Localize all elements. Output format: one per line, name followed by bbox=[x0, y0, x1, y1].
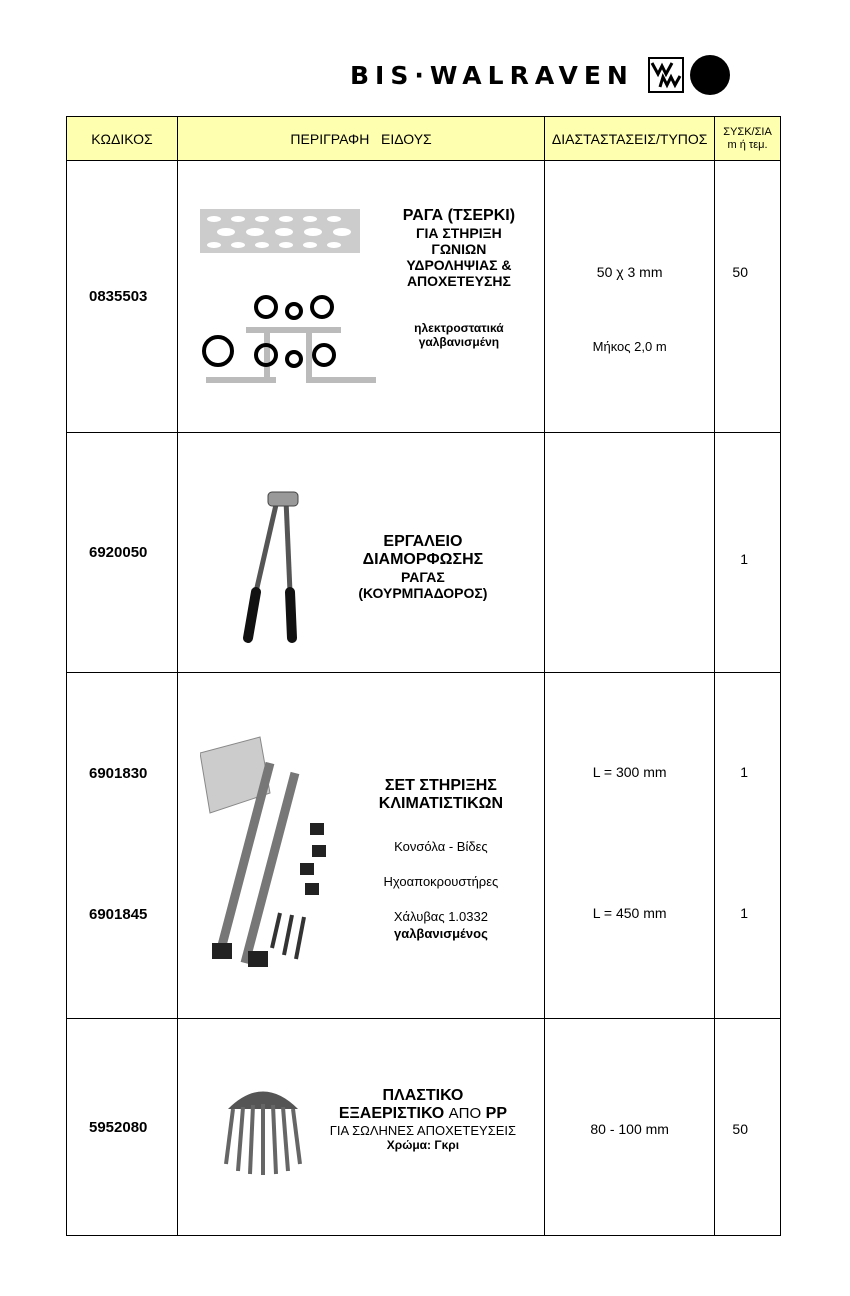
product-subtitle-1: ΡΑΓΑΣ bbox=[401, 569, 445, 585]
table-row bbox=[67, 1019, 781, 1236]
product-subtitle-2: (ΚΟΥΡΜΠΑΔΟΡΟΣ) bbox=[358, 585, 488, 601]
qty-header-line1: ΣΥΣΚ/ΣΙΑ bbox=[723, 125, 772, 138]
product-title-1: ΠΛΑΣΤΙΚΟ bbox=[382, 1087, 464, 1104]
black-circle-icon bbox=[690, 55, 730, 95]
product-qty bbox=[715, 1019, 781, 1236]
product-qty bbox=[715, 161, 781, 433]
ac-bracket-set-image bbox=[200, 733, 340, 983]
product-dimensions bbox=[545, 673, 715, 1019]
product-title-2: ΚΛΙΜΑΤΙΣΤΙΚΩΝ bbox=[378, 795, 503, 812]
product-line-2: Ηχοαποκρουστήρες bbox=[383, 874, 499, 889]
product-description bbox=[177, 1019, 544, 1236]
table-row bbox=[67, 673, 781, 1019]
product-subtitle-3: ΥΔΡΟΛΗΨΙΑΣ & bbox=[406, 257, 512, 273]
dimension-1: L = 300 mm bbox=[592, 764, 667, 780]
product-qty bbox=[715, 433, 781, 673]
qty-value: 1 bbox=[740, 551, 748, 567]
product-title-2b: ΑΠΟ bbox=[448, 1105, 482, 1122]
product-description bbox=[177, 161, 544, 433]
product-code-2: 6901845 bbox=[89, 906, 148, 923]
vent-cap-image bbox=[218, 1079, 308, 1179]
product-description bbox=[177, 433, 544, 673]
product-line-4: γαλβανισμένος bbox=[393, 926, 488, 941]
product-code-1: 6901830 bbox=[89, 765, 148, 782]
product-subtitle-4: ΑΠΟΧΕΤΕΥΣΗΣ bbox=[406, 273, 511, 289]
qty-header-line2: m ή τεμ. bbox=[727, 138, 768, 151]
product-dimensions bbox=[545, 1019, 715, 1236]
wm-logo-icon bbox=[648, 57, 684, 93]
product-dimensions bbox=[545, 161, 715, 433]
column-header-dimensions: ΔΙΑΣΤΑΣΤΑΣΕΙΣ/ΤΥΠΟΣ bbox=[545, 117, 715, 161]
column-header-code: ΚΩΔΙΚΟΣ bbox=[67, 117, 178, 161]
product-color: Χρώμα: Γκρι bbox=[386, 1138, 460, 1152]
bending-tool-image bbox=[218, 488, 308, 648]
product-subtitle-1: ΓΙΑ ΣΤΗΡΙΞΗ bbox=[416, 225, 502, 241]
column-header-description: ΠΕΡΙΓΡΑΦΗ ΕΙΔΟΥΣ bbox=[177, 117, 544, 161]
product-note-2: γαλβανισμένη bbox=[418, 335, 500, 349]
qty-value: 50 bbox=[732, 264, 748, 280]
table-header-row bbox=[67, 117, 781, 161]
product-dimensions bbox=[545, 433, 715, 673]
product-note-1: ηλεκτροστατικά bbox=[414, 321, 504, 335]
product-title-2a: ΕΞΑΕΡΙΣΤΙΚΟ bbox=[338, 1105, 445, 1122]
dimension-2: Μήκος 2,0 m bbox=[592, 339, 667, 354]
dimension-1: 50 χ 3 mm bbox=[596, 264, 663, 280]
product-code: 6920050 bbox=[67, 433, 178, 673]
product-table bbox=[66, 116, 781, 1236]
product-line-3: Χάλυβας 1.0332 bbox=[393, 909, 488, 924]
brand-header bbox=[350, 55, 730, 95]
pipe-clamps-image bbox=[196, 289, 376, 389]
qty-value-2: 1 bbox=[740, 905, 748, 921]
product-subtitle: ΓΙΑ ΣΩΛΗΝΕΣ ΑΠΟΧΕΤΕΥΣΕΙΣ bbox=[329, 1123, 517, 1138]
qty-value: 50 bbox=[732, 1121, 748, 1137]
product-qty bbox=[715, 673, 781, 1019]
product-subtitle-2: ΓΩΝΙΩΝ bbox=[431, 241, 487, 257]
product-description bbox=[177, 673, 544, 1019]
product-code bbox=[67, 673, 178, 1019]
table-row bbox=[67, 161, 781, 433]
product-title-2c: PP bbox=[485, 1105, 507, 1122]
qty-value-1: 1 bbox=[740, 764, 748, 780]
brand-name: BIS·WALRAVEN bbox=[350, 60, 634, 90]
column-header-qty bbox=[715, 117, 781, 161]
product-title: ΡΑΓΑ (ΤΣΕΡΚΙ) bbox=[402, 207, 516, 224]
table-row bbox=[67, 433, 781, 673]
product-line-1: Κονσόλα - Βίδες bbox=[394, 839, 488, 854]
product-title-2 bbox=[308, 1105, 538, 1123]
product-title-2: ΔΙΑΜΟΡΦΩΣΗΣ bbox=[362, 551, 484, 568]
product-code: 0835503 bbox=[67, 161, 178, 433]
product-code: 5952080 bbox=[67, 1019, 178, 1236]
rail-strip-image bbox=[200, 207, 360, 257]
product-title-1: ΣΕΤ ΣΤΗΡΙΞΗΣ bbox=[384, 777, 497, 794]
dimension-1: 80 - 100 mm bbox=[590, 1121, 669, 1137]
dimension-2: L = 450 mm bbox=[592, 905, 667, 921]
product-title-1: ΕΡΓΑΛΕΙΟ bbox=[383, 533, 463, 550]
